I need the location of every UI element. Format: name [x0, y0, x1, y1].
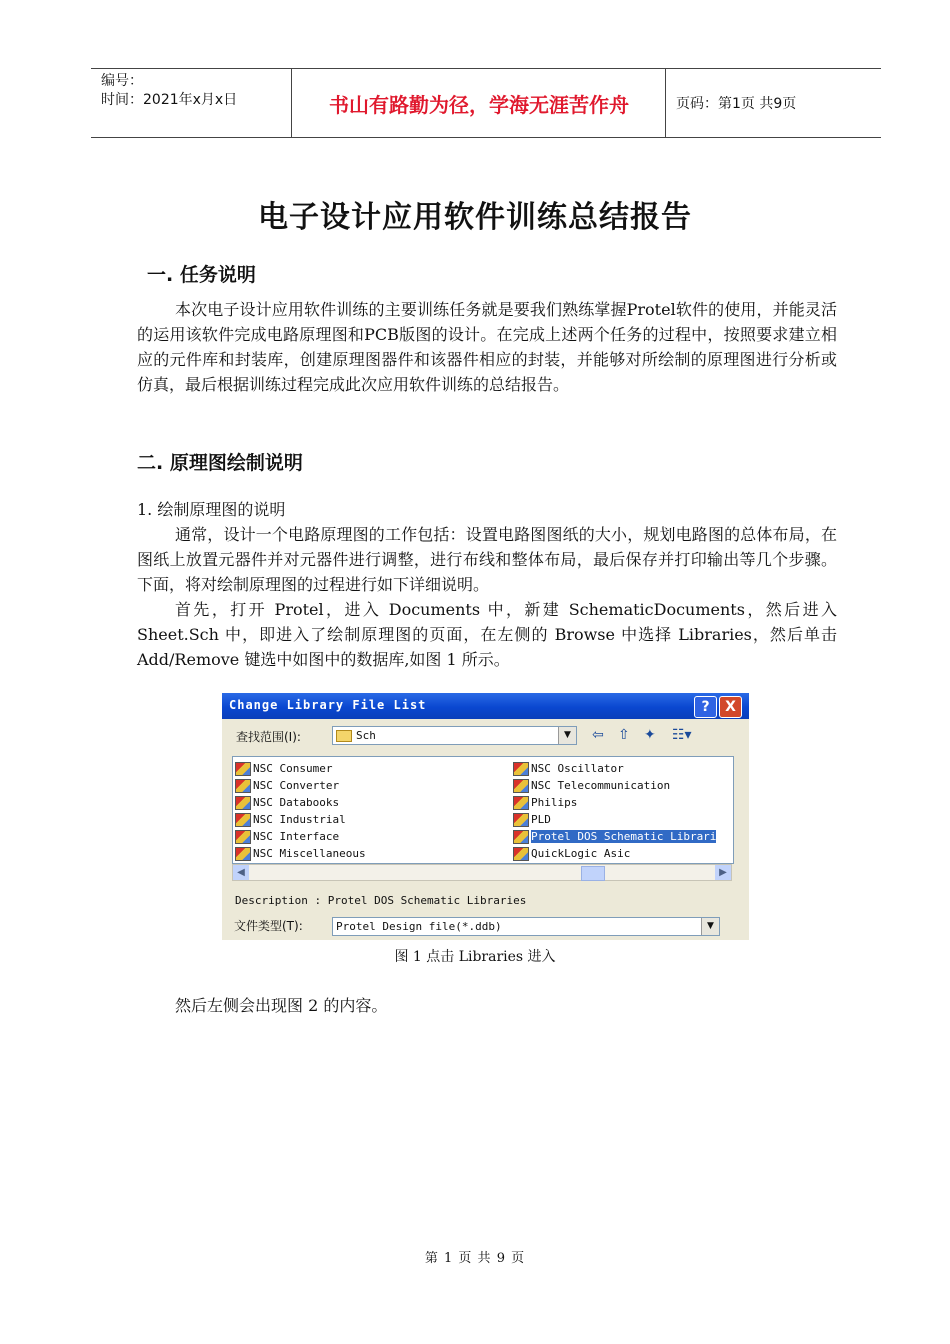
library-icon [513, 830, 529, 844]
library-icon [235, 847, 251, 861]
list-item[interactable]: NSC Interface [235, 829, 339, 845]
horizontal-scrollbar[interactable] [232, 864, 732, 881]
chevron-down-icon[interactable]: ▼ [558, 727, 576, 744]
new-folder-icon[interactable]: ✦ [644, 727, 656, 743]
section1-paragraph: 本次电子设计应用软件训练的主要训练任务就是要我们熟练掌握Protel软件的使用，并能灵活的运用该软件完成电路原理图和PCB版图的设计。在完成上述两个任务的过程中，按照要求建立相应的元件库和封装库，创建原理图器件和该器件相应的封装，并能够对所绘制的原理图进行分析或仿真，最后根据训练过程完成此次应用软件训练的总结报告。 [137, 300, 837, 394]
library-icon [513, 779, 529, 793]
library-icon [235, 762, 251, 776]
section2-subheading: 1. 绘制原理图的说明 [137, 500, 286, 519]
dialog-titlebar [222, 693, 749, 719]
help-button[interactable]: ? [694, 696, 717, 718]
header-page-info: 页码：第1页 共9页 [676, 96, 797, 112]
page-footer: 第 1 页 共 9 页 [424, 1251, 526, 1266]
filetype-label: 文件类型(T): [234, 919, 303, 933]
description-text: Description : Protel DOS Schematic Libraries [235, 894, 527, 907]
list-item[interactable]: NSC Telecommunication [513, 778, 670, 794]
dialog-title: Change Library File List [229, 698, 427, 712]
section2-paragraph2: 首先，打开 Protel，进入 Documents 中，新建 SchematicDocuments，然后进入 Sheet.Sch 中，即进入了绘制原理图的页面，在左侧的 Browse 中选择 Libraries，然后单击 Add/Remove 键选中如图中的数据库,如图 1 所示。 [137, 600, 837, 669]
filetype-combo[interactable] [332, 917, 720, 936]
document-title: 电子设计应用软件训练总结报告 [258, 200, 692, 235]
section1-heading: 一. 任务说明 [147, 264, 256, 286]
lookin-value: Sch [356, 729, 376, 742]
list-item[interactable]: NSC Industrial [235, 812, 346, 828]
library-icon [513, 847, 529, 861]
list-item[interactable]: QuickLogic Asic [513, 846, 630, 862]
back-arrow-icon[interactable]: ⇦ [592, 727, 604, 743]
list-item[interactable]: NSC Databooks [235, 795, 339, 811]
up-folder-icon[interactable]: ⇧ [618, 727, 630, 743]
lookin-label: 查找范围(I): [236, 730, 301, 744]
list-item[interactable]: NSC Consumer [235, 761, 332, 777]
list-item[interactable]: NSC Converter [235, 778, 339, 794]
library-icon [235, 779, 251, 793]
library-icon [235, 796, 251, 810]
filetype-value: Protel Design file(*.ddb) [336, 920, 502, 933]
list-item-selected[interactable]: Protel DOS Schematic Librari [513, 829, 716, 845]
close-button[interactable]: X [719, 696, 742, 718]
file-list [232, 756, 734, 864]
library-icon [513, 813, 529, 827]
number-label: 编号： [101, 73, 143, 89]
scroll-thumb[interactable] [581, 866, 605, 881]
header-meta-cell [91, 69, 292, 137]
figure-caption: 图 1 点击 Libraries 进入 [394, 949, 556, 965]
folder-icon [336, 730, 352, 742]
library-icon [513, 796, 529, 810]
section2-paragraph1: 通常，设计一个电路原理图的工作包括：设置电路图图纸的大小，规划电路图的总体布局，在图纸上放置元器件并对元器件进行调整，进行布线和整体布局，最后保存并打印输出等几个步骤。下面，将对绘制原理图的过程进行如下详细说明。 [137, 525, 837, 594]
lookin-combo[interactable] [332, 726, 577, 745]
list-item[interactable]: PLD [513, 812, 551, 828]
change-library-dialog [222, 693, 749, 940]
chevron-down-icon[interactable]: ▼ [701, 918, 719, 935]
list-item[interactable]: NSC Miscellaneous [235, 846, 366, 862]
page-header [91, 68, 881, 138]
view-menu-icon[interactable]: ☷▾ [672, 727, 692, 743]
library-icon [235, 813, 251, 827]
header-motto: 书山有路勤为径，学海无涯苦作舟 [293, 69, 666, 137]
library-icon [513, 762, 529, 776]
list-item[interactable]: NSC Oscillator [513, 761, 624, 777]
after-figure-text: 然后左侧会出现图 2 的内容。 [175, 996, 388, 1015]
scroll-right-icon[interactable]: ▶ [715, 865, 731, 880]
scroll-left-icon[interactable]: ◀ [233, 865, 249, 880]
list-item[interactable]: Philips [513, 795, 577, 811]
time-label: 时间：2021年x月x日 [101, 92, 238, 108]
section2-heading: 二. 原理图绘制说明 [137, 452, 303, 474]
library-icon [235, 830, 251, 844]
